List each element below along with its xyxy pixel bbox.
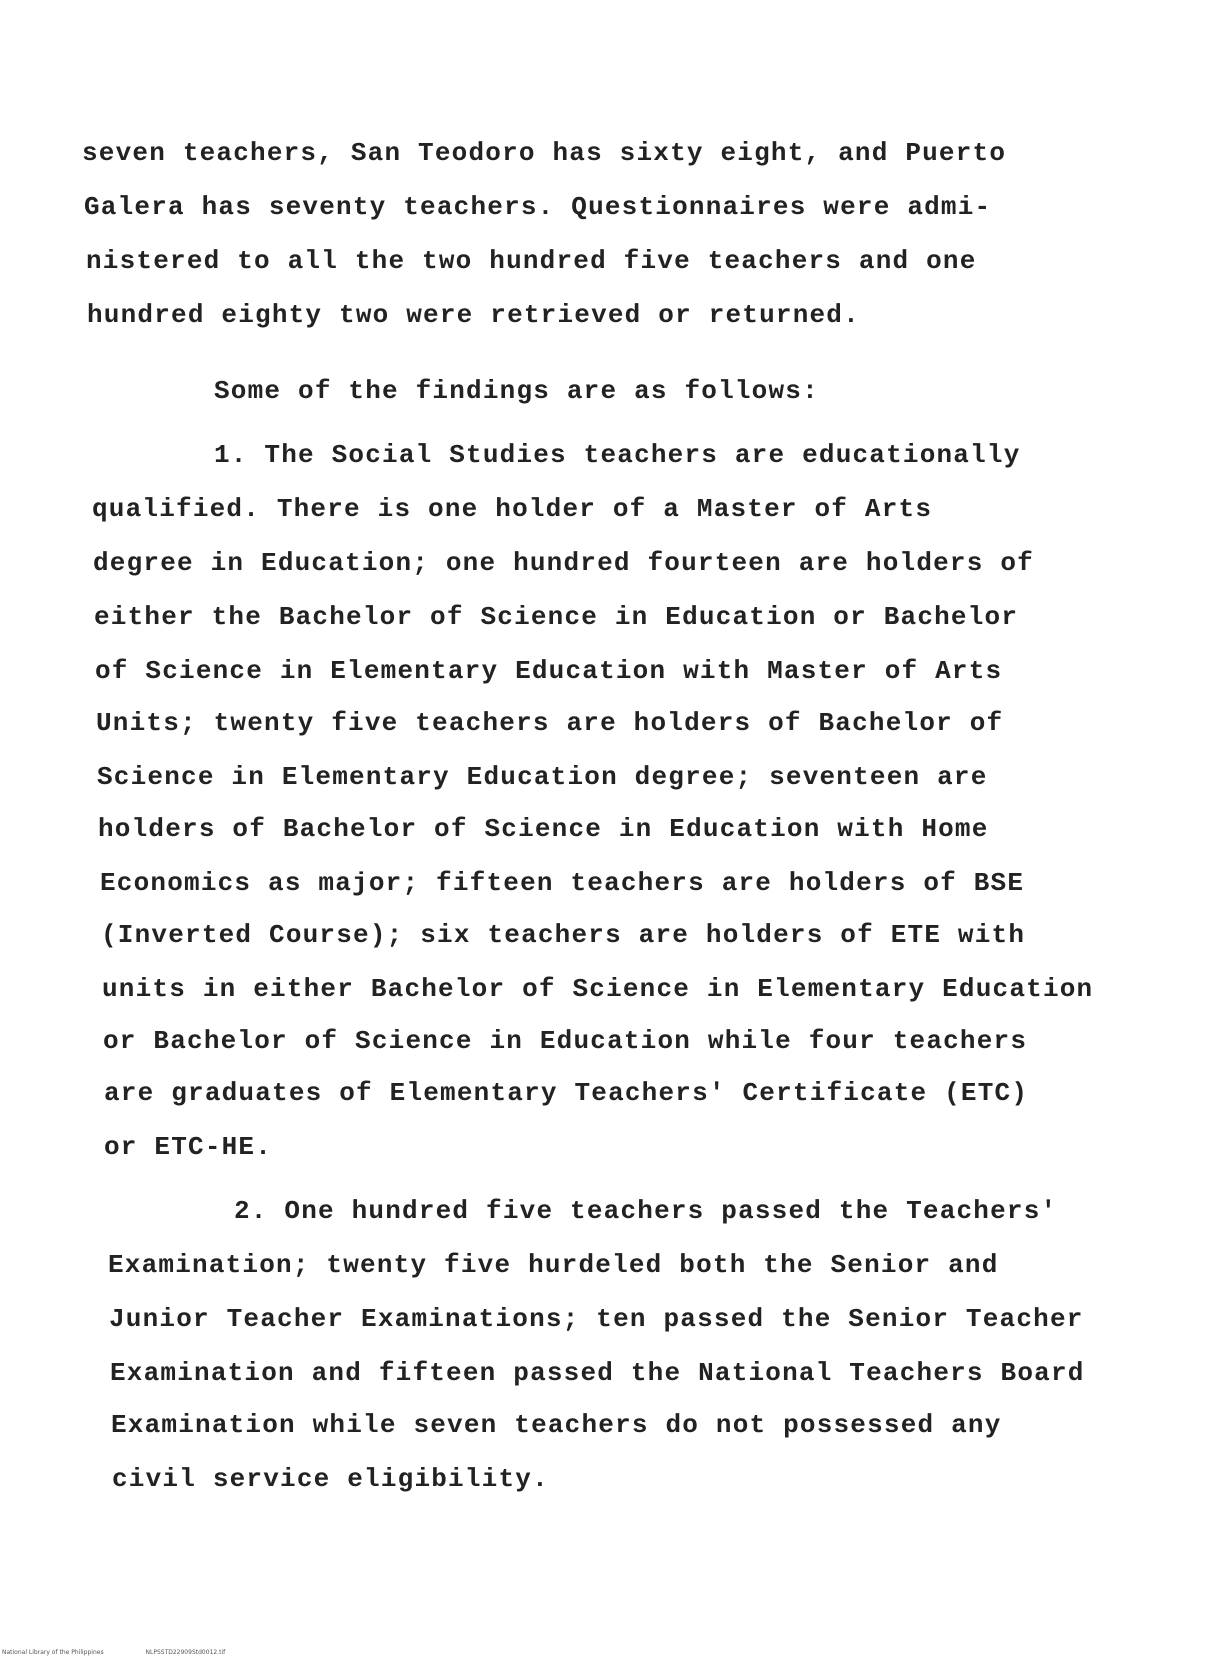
text-line: of Science in Elementary Education with Master of Arts (95, 656, 1003, 686)
text-line: Galera has seventy teachers. Questionnaires were admi- (84, 192, 992, 222)
library-name: National Library of the Philippines (2, 1649, 104, 1656)
file-name: NLPSSTD22909Std0012.tif (145, 1649, 226, 1656)
text-line: hundred eighty two were retrieved or returned. (87, 300, 860, 330)
text-line: Examination; twenty five hurdeled both the Senior and (108, 1250, 999, 1280)
text-line: Economics as major; fifteen teachers are holders of BSE (100, 868, 1025, 898)
text-line: 1. The Social Studies teachers are educationally (214, 440, 1021, 470)
text-line: nistered to all the two hundred five teachers and one (86, 246, 977, 276)
text-line: (Inverted Course); six teachers are holders of ETE with (101, 920, 1026, 950)
text-line: are graduates of Elementary Teachers' Certificate (ETC) (104, 1078, 1029, 1108)
text-line: qualified. There is one holder of a Master of Arts (92, 494, 933, 524)
text-line: seven teachers, San Teodoro has sixty eight, and Puerto (82, 138, 1007, 168)
scan-footer (2, 1649, 265, 1656)
text-line: either the Bachelor of Science in Education or Bachelor (94, 602, 1019, 632)
text-line: Units; twenty five teachers are holders of Bachelor of (96, 708, 1004, 738)
text-line: or ETC-HE. (104, 1132, 273, 1162)
text-line: 2. One hundred five teachers passed the Teachers' (234, 1196, 1058, 1226)
text-line: or Bachelor of Science in Education while four teachers (103, 1026, 1028, 1056)
text-line: degree in Education; one hundred fourteen are holders of (93, 548, 1034, 578)
text-line: holders of Bachelor of Science in Education with Home (98, 814, 989, 844)
text-line: Science in Elementary Education degree; seventeen are (97, 762, 988, 792)
text-line: units in either Bachelor of Science in Elementary Education (102, 974, 1094, 1004)
text-line: civil service eligibility. (112, 1464, 549, 1494)
text-line: Examination and fifteen passed the National Teachers Board (110, 1358, 1085, 1388)
findings-intro: Some of the findings are as follows: (214, 376, 819, 406)
text-line: Junior Teacher Examinations; ten passed the Senior Teacher (109, 1304, 1084, 1334)
text-line: Examination while seven teachers do not possessed any (111, 1410, 1002, 1440)
